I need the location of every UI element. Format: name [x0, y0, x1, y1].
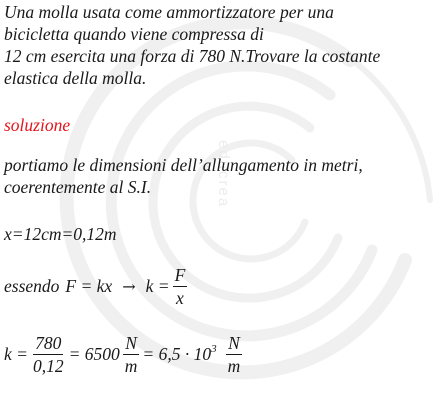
solution-intro	[4, 154, 363, 198]
scientific-mantissa: = 6,5 · 10	[142, 344, 212, 364]
unit-fraction	[226, 333, 243, 376]
fraction-f-over-x	[173, 265, 188, 308]
fraction-denominator: 0,12	[32, 355, 64, 376]
unit-numerator: N	[125, 332, 137, 353]
fraction-force-over-length	[31, 333, 66, 376]
unit-fraction	[123, 333, 140, 376]
solution-heading: soluzione	[4, 115, 71, 135]
result-value: = 6500	[68, 343, 120, 364]
unit-numerator: N	[228, 332, 240, 353]
watermark-text: educrea	[215, 140, 232, 209]
spring-constant-calculation	[4, 330, 245, 378]
intro-line: coerentemente al S.I.	[4, 177, 152, 197]
fraction-denominator: x	[176, 287, 184, 308]
exponent: 3	[211, 343, 217, 355]
problem-statement	[4, 1, 380, 89]
problem-line: Una molla usata come ammortizzatore per una	[4, 2, 334, 22]
scientific-result	[142, 343, 216, 365]
k-equals: k =	[145, 275, 170, 296]
unit-denominator: m	[124, 355, 138, 376]
formula-lead-text: essendo	[4, 275, 60, 296]
k-equals: k =	[4, 343, 28, 364]
hooke-law-formula	[4, 262, 190, 310]
arrow-icon: →	[122, 276, 136, 296]
intro-line: portiamo le dimensioni dell’allungamento in metri,	[4, 155, 363, 175]
unit-conversion: x=12cm=0,12m	[4, 224, 117, 244]
problem-line: elastica della molla.	[4, 68, 147, 88]
fraction-numerator: 780	[35, 332, 62, 353]
unit-denominator: m	[227, 355, 241, 376]
problem-line: 12 cm esercita una forza di 780 N.Trovare la costante	[4, 46, 381, 66]
problem-line: bicicletta quando viene compressa di	[4, 24, 264, 44]
fraction-numerator: F	[174, 264, 186, 285]
hooke-law-expression: F = kx	[65, 275, 113, 296]
